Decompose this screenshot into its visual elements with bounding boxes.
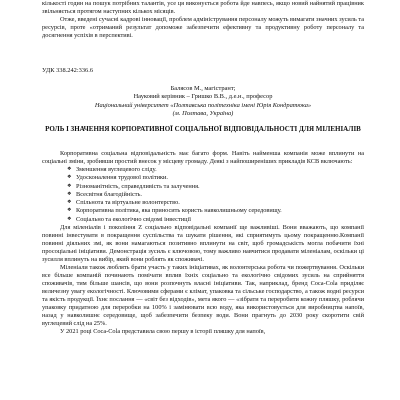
csr-examples-list xyxy=(42,166,364,224)
top-paragraph-2: Отже, введені сучасні кадрові інновації, проблем адміністрування персоналу можуть вимагати значних зусиль та ресурсів, проте «отриманий результат допоможе забезпечити ефективну та продуктивну роботу персоналу та досягнення успіхів в перспективі. xyxy=(42,16,364,39)
city-line: (м. Полтава, Україна) xyxy=(172,110,234,118)
top-paragraph-1: кількості годин на пошук потрібних талантів, усе ця виконується робота йде навпесь, якщо новий найнятий працівник звільняється протягом наступних кількох місяців. xyxy=(42,0,364,15)
intro-paragraph: Корпоративна соціальна відповідальність має багато форм. Навіть найменша компанія може вплинути на соціальні зміни, зробивши простий внесок у місцеву громаду. Деякі з найпоширеніших прикладів КСВ включають: xyxy=(42,150,364,165)
udk-code: УДК 338.242:336.6 xyxy=(42,67,94,74)
article-body xyxy=(42,150,364,336)
article-title: РОЛЬ І ЗНАЧЕННЯ КОРПОРАТИВНОЇ СОЦІАЛЬНОЇ ВІДПОВІДАЛЬНОСТІ ДЛЯ МІЛЕНІАЛІВ xyxy=(45,125,361,133)
author-block xyxy=(42,85,364,119)
millennials-paragraph: Для міленіалів і покоління Z соціально відповідальні компанії ще важливіші. Вони вважають, що компанії повинні інвестувати в покращення суспільства та шукати рішення, які сприятимуть цьому покращенню.Компанії повинні діяльних змі, як вони намагаються позитивно вплинути на світ, щоб громадськість могла побачити їхні просоціальні ініціативи. Демонстрація зусиль є ключовою, тому важливо навчитися продавати міленіалам, оскільки ці зусилля вплинуть на вибір, який вони роблять як споживачі. xyxy=(42,224,364,264)
list-item: ❖ Різноманітність, справедливість та залучення. xyxy=(76,183,364,191)
list-item: ❖ Удосконалення трудової політики. xyxy=(76,174,364,182)
university-line: Національний університет «Полтавська політехніка імені Юрія Кондратюка» xyxy=(94,101,312,109)
paragraph-2021: У 2021 році Coca-Cola представила свою першу в історії пляшку для напоїв, xyxy=(60,328,266,336)
list-item: ❖ Корпоративна політика, яка приносить користь навколишньому середовищу. xyxy=(76,207,364,215)
list-item: ❖ Соціально та екологічно свідомі інвестиції xyxy=(76,216,364,224)
author-line: Балясов М., магістрант; xyxy=(170,85,236,92)
volunteering-paragraph: Міленіали також люблять брати участь у таких ініціативах, як волонтерська робота чи пожертвування. Оскільки все більше компаній починають помічати вплив їхніх соціально та екологічно свідомих зусиль на сприйняття споживачів, тим більше шансів, що вони розпочнуть власні ініціативи. Так, наприклад, бренд Coca-Cola приділяє величезну увагу екологічності. Ключовими сферами є клімат, упаковка та сільське господарство, а також водні ресурси та якість продукції. Їхнє послання — «світ без відходів», мета якого — «зібрати та переробити кожну пляшку, роблячи упаковку придатною для переробки на 100% і замінювати всю воду, яка використовується для виробництва напоїв, назад у навколишнє середовище, щоб забезпечити безпеку води. Вони прагнуть до 2030 року скоротити свій вуглецевий слід на 25%. xyxy=(42,264,364,328)
list-item: ❖ Спільнота та віртуальне волонтерство. xyxy=(76,199,364,207)
list-item: ❖ Зменшення вуглецевого сліду. xyxy=(76,166,364,174)
list-item: ❖ Всесвітня благодійність. xyxy=(76,191,364,199)
advisor-line: Науковий керівник – Гришко В.В., д.е.н., професор xyxy=(133,93,273,101)
previous-article-ending xyxy=(42,0,364,40)
